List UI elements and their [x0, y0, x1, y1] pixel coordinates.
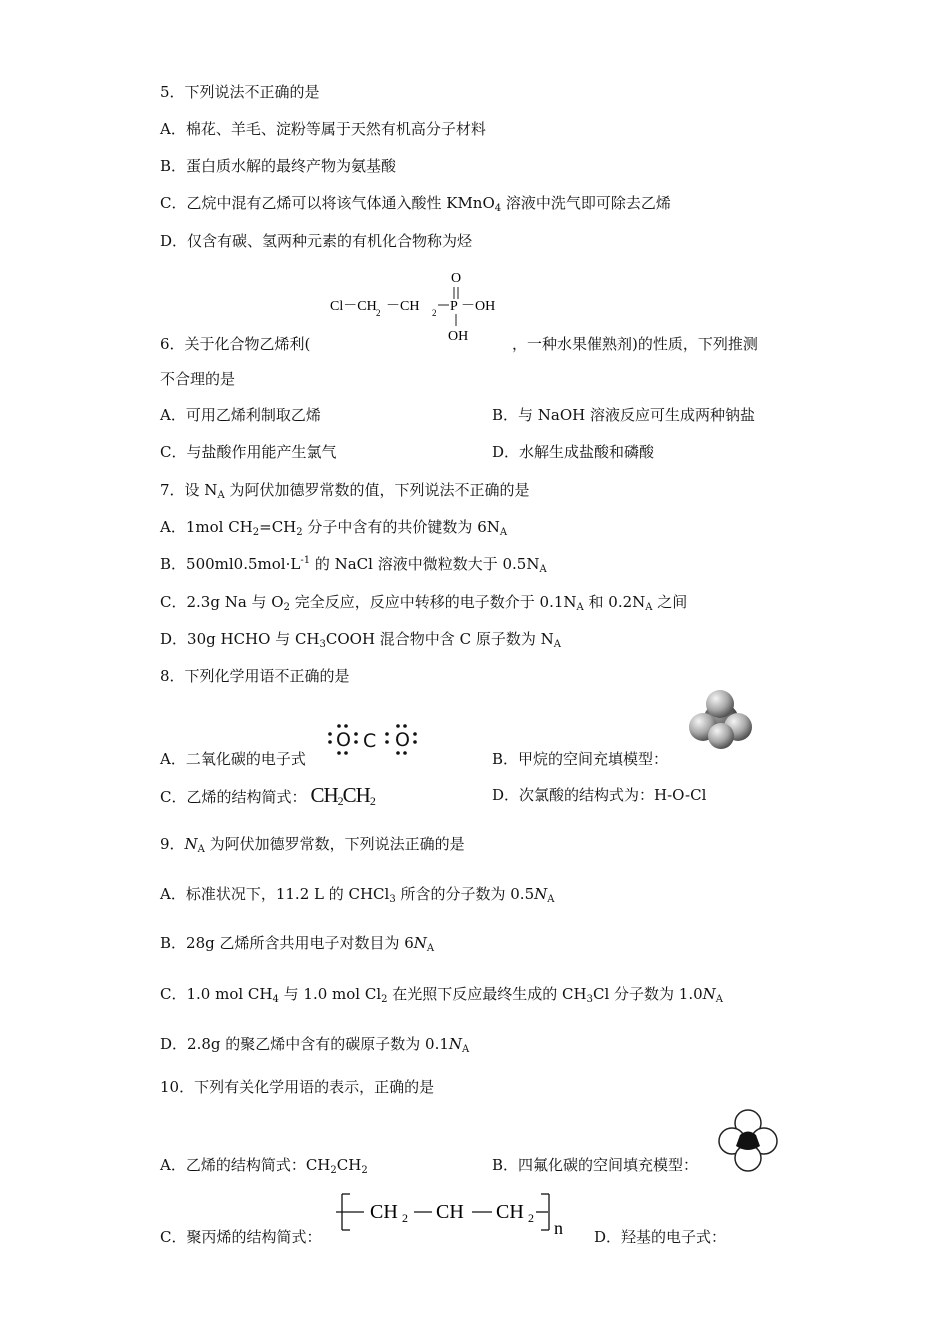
q8-stem: 8．下列化学用语不正确的是	[160, 667, 350, 685]
svg-text:n: n	[554, 1218, 563, 1238]
q9-stem: 9．$N_A$ 为阿伏加德罗常数，下列说法正确的是	[160, 835, 465, 855]
svg-text:C: C	[363, 730, 377, 752]
svg-text:O: O	[336, 729, 351, 751]
q10-stem: 10．下列有关化学用语的表示，正确的是	[160, 1078, 435, 1096]
methane-space-filling-icon	[688, 688, 754, 754]
q6-option-a: A．可用乙烯利制取乙烯	[160, 406, 321, 424]
q7-option-c: C．2.3g Na 与 $O_2$ 完全反应，反应中转移的电子数介于 $0.1N_A$ 和 $0.2N_A$ 之间	[160, 593, 688, 613]
svg-text:2: 2	[528, 1211, 534, 1225]
q8-option-b: B．甲烷的空间充填模型：	[492, 750, 669, 768]
q7-option-b: B．$500ml0.5mol\cdot L^{-1}$ 的 NaCl 溶液中微粒数大于 $0.5N_A$	[160, 555, 547, 575]
co2-electron-formula	[326, 722, 422, 756]
q7-option-a: A．1mol $CH_2=CH_2$ 分子中含有的共价键数为 $6N_A$	[160, 518, 508, 538]
svg-text:2: 2	[402, 1211, 408, 1225]
svg-text:CH: CH	[496, 1201, 524, 1223]
q6-option-d: D．水解生成盐酸和磷酸	[492, 443, 655, 461]
q6-option-c: C．与盐酸作用能产生氯气	[160, 443, 337, 461]
formula-ch: －CH	[386, 299, 420, 314]
polypropylene-formula	[336, 1190, 576, 1240]
q6-stem-cont: ，一种水果催熟剂)的性质，下列推测	[512, 335, 758, 353]
q5-stem: 5．下列说法不正确的是	[160, 83, 320, 101]
formula-sub-2a: 2	[376, 308, 381, 318]
formula-o-top: O	[451, 271, 462, 286]
q9-option-c: C．1.0 mol $CH_4$ 与 1.0 mol $Cl_2$ 在光照下反应最终生成的 $CH_3Cl$ 分子数为 $1.0N_A$	[160, 985, 724, 1005]
q6-option-b: B．与 NaOH 溶液反应可生成两种钠盐	[492, 406, 756, 424]
q10-option-d: D．羟基的电子式：	[594, 1228, 727, 1246]
formula-oh-bottom: OH	[448, 329, 469, 344]
q7-stem: 7．设 $N_A$ 为阿伏加德罗常数的值，下列说法不正确的是	[160, 481, 530, 501]
q5-option-a: A．棉花、羊毛、淀粉等属于天然有机高分子材料	[160, 120, 486, 138]
formula-sub-2b: 2	[432, 308, 437, 318]
q9-option-b: B．28g 乙烯所含共用电子对数目为 $6N_A$	[160, 934, 435, 954]
q10-option-c: C．聚丙烯的结构简式：	[160, 1228, 322, 1246]
svg-text:O: O	[395, 729, 410, 751]
q6-stem: 6．关于化合物乙烯利(	[160, 335, 311, 353]
q8-option-a: A．二氧化碳的电子式	[160, 750, 306, 768]
formula-p: P	[450, 299, 458, 314]
q7-option-d: D．30g HCHO 与 $CH_3COOH$ 混合物中含 C 原子数为 $N_A$	[160, 630, 561, 650]
q9-option-d: D．2.8g 的聚乙烯中含有的碳原子数为 $0.1N_A$	[160, 1035, 470, 1055]
q5-option-c: C．乙烷中混有乙烯可以将该气体通入酸性 KMnO$_4$ 溶液中洗气即可除去乙烯	[160, 194, 671, 214]
q6-stem-line2: 不合理的是	[160, 370, 236, 388]
q8-option-d: D．次氯酸的结构式为：H-O-Cl	[492, 786, 707, 804]
formula-cl-ch: Cl－CH	[330, 299, 377, 314]
cf4-space-filling-icon	[716, 1108, 780, 1172]
formula-oh-right: －OH	[461, 299, 496, 314]
ethylene-formula-handwritten: $CH_2CH_2$	[310, 783, 375, 808]
q10-option-b: B．四氟化碳的空间填充模型：	[492, 1156, 699, 1174]
ethephon-structure	[330, 266, 510, 346]
q8-option-c: C．乙烯的结构简式： $CH_2CH_2$	[160, 783, 375, 808]
svg-text:CH: CH	[436, 1201, 464, 1223]
svg-text:CH: CH	[370, 1201, 398, 1223]
q5-option-b: B．蛋白质水解的最终产物为氨基酸	[160, 157, 397, 175]
q9-option-a: A．标准状况下，11.2 L 的 CHCl$_3$ 所含的分子数为 $0.5N_A$	[160, 885, 555, 905]
q5-option-d: D．仅含有碳、氢两种元素的有机化合物称为烃	[160, 232, 473, 250]
q10-option-a: A．乙烯的结构简式：$CH_2CH_2$	[160, 1156, 368, 1176]
